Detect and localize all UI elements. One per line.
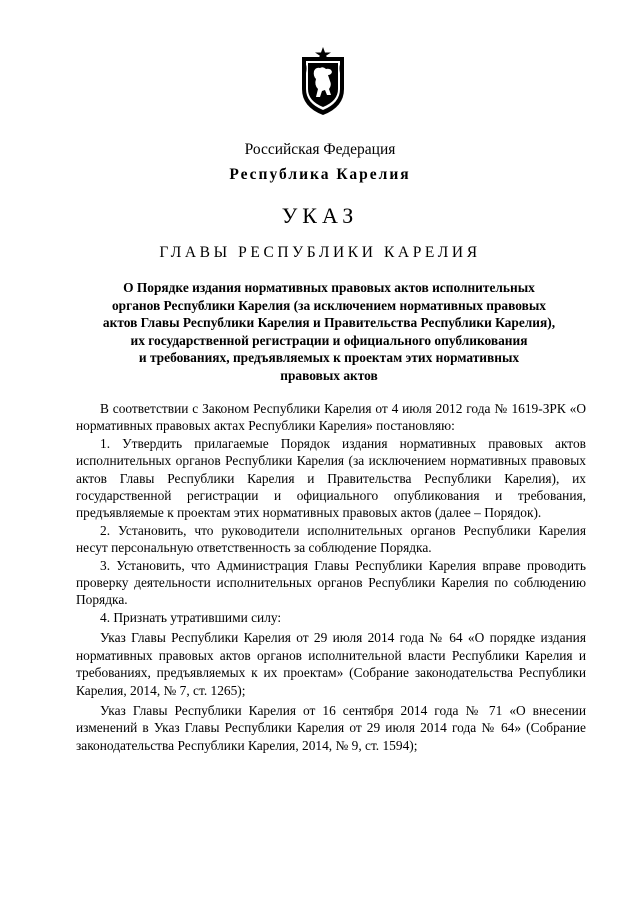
title-line: актов Главы Республики Карелия и Правительства Республики Карелия), xyxy=(102,315,556,331)
republic-name: Республика Карелия xyxy=(229,166,411,183)
title-line: О Порядке издания нормативных правовых актов исполнительных xyxy=(123,280,535,295)
karelia-coat-of-arms-icon xyxy=(298,47,348,117)
title-line: органов Республики Карелия (за исключением нормативных правовых xyxy=(111,297,546,313)
item-2-paragraph: 2. Установить, что руководители исполнительных органов Республики Карелия несут персональную ответственность за соблюдение Порядка. xyxy=(76,522,586,556)
item-3-paragraph: 3. Установить, что Администрация Главы Республики Карелия вправе проводить проверку деятельности исполнительных органов Республики Карелия по соблюдению Порядка. xyxy=(76,557,586,608)
title-line: правовых актов xyxy=(280,367,378,383)
issuer-title: ГЛАВЫ РЕСПУБЛИКИ КАРЕЛИЯ xyxy=(159,244,481,261)
decree-title xyxy=(74,279,584,385)
title-line: их государственной регистрации и официального опубликования xyxy=(130,332,528,348)
item-1-paragraph: 1. Утвердить прилагаемые Порядок издания нормативных правовых актов исполнительных органов Республики Карелия (за исключением нормативных правовых актов Главы Республики Карелия и Правительства Республики Карелия), их государственной регистрации и официального опубликования и требования, предъявляемые к проектам этих нормативных правовых актов (далее – Порядок). xyxy=(76,435,586,521)
item-4-sub-2-paragraph: Указ Главы Республики Карелия от 16 сентября 2014 года № 71 «О внесении изменений в Указ Главы Республики Карелия от 29 июля 2014 года № 64» (Собрание законодательства Республики Карелия, 2014, № 9, ст. 1594); xyxy=(76,702,586,753)
country-name: Российская Федерация xyxy=(244,141,396,158)
document-type: УКАЗ xyxy=(281,203,359,228)
item-4-paragraph: 4. Признать утратившими силу: xyxy=(100,609,282,625)
title-line: и требованиях, предъявляемых к проектам этих нормативных xyxy=(138,350,520,366)
preamble-paragraph: В соответствии с Законом Республики Карелия от 4 июля 2012 года № 1619-ЗРК «О нормативных правовых актах Республики Карелия» постановляю: xyxy=(76,401,586,434)
item-4-sub-1-paragraph: Указ Главы Республики Карелия от 29 июля 2014 года № 64 «О порядке издания нормативных правовых актов органов исполнительной власти Республики Карелия и требованиях, предъявляемых к их проектам» (Собрание законодательства Республики Карелия, 2014, № 7, ст. 1265); xyxy=(76,630,586,698)
decree-body xyxy=(76,400,586,754)
